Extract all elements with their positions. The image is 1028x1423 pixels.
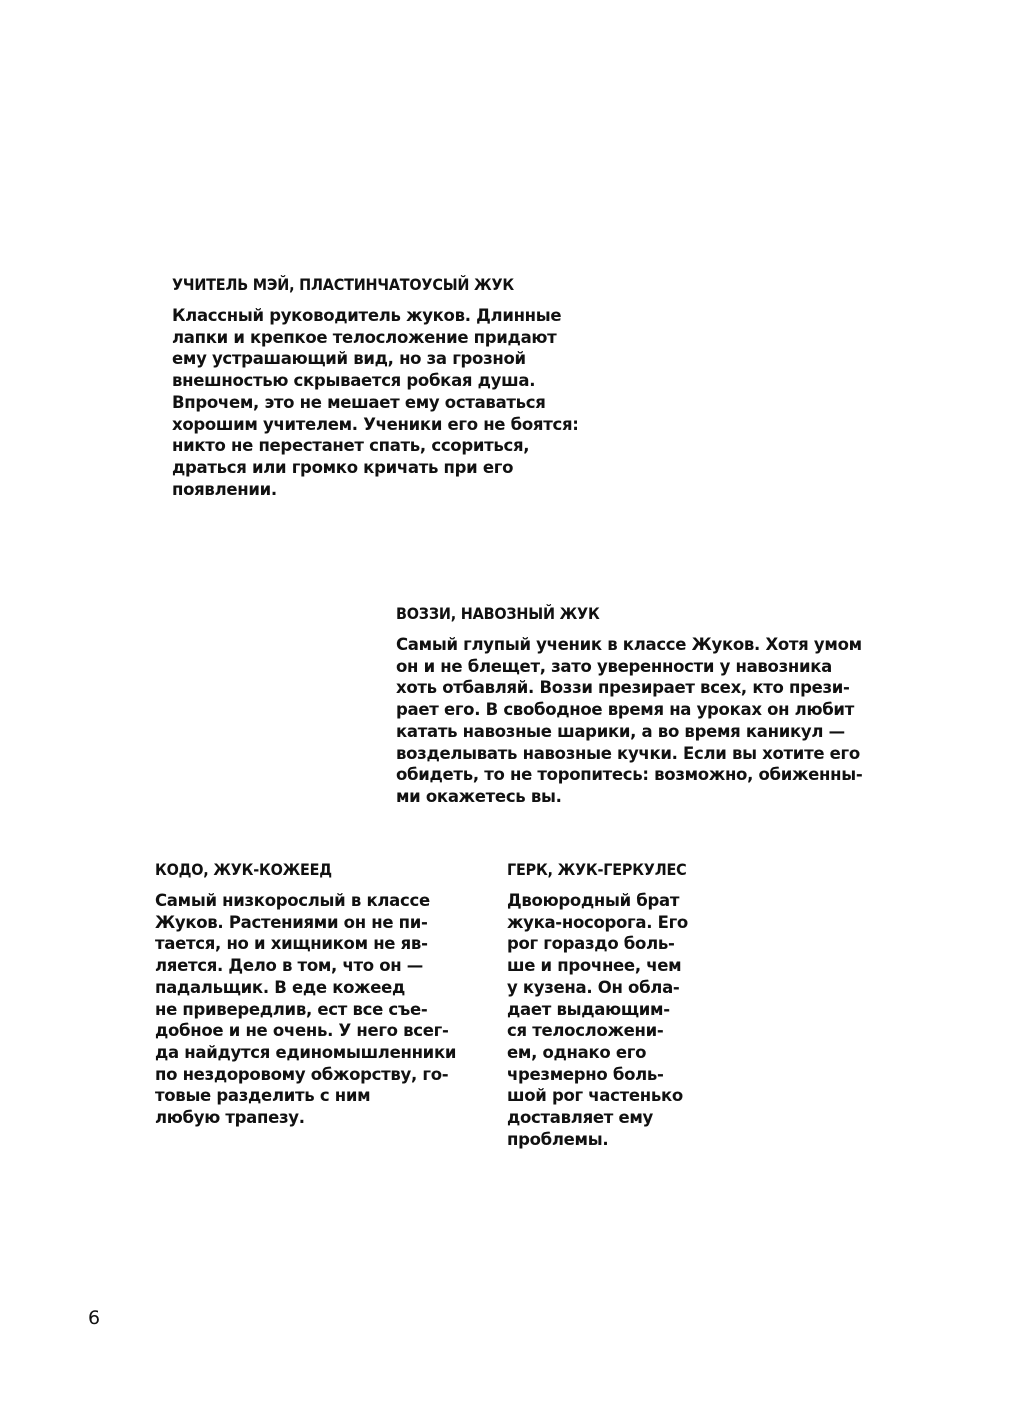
text-line: добное и не очень. У него всег-: [155, 1021, 449, 1041]
character-heading: КОДО, ЖУК-КОЖЕЕД: [155, 860, 332, 879]
text-line: ше и прочнее, чем: [507, 956, 682, 976]
character-heading: УЧИТЕЛЬ МЭЙ, ПЛАСТИНЧАТОУСЫЙ ЖУК: [172, 275, 514, 294]
text-line: Жуков. Растениями он не пи-: [155, 912, 428, 932]
text-line: ем, однако его: [507, 1042, 647, 1062]
text-line: проблемы.: [507, 1129, 609, 1149]
text-line: тается, но и хищником не яв-: [155, 934, 428, 954]
text-line: рог гораздо боль-: [507, 934, 675, 954]
text-line: появлении.: [172, 479, 277, 499]
text-line: не привередлив, ест все съе-: [155, 999, 428, 1019]
text-line: дает выдающим-: [507, 999, 670, 1019]
text-line: ляется. Дело в том, что он —: [155, 956, 424, 976]
text-line: никто не перестанет спать, ссориться,: [172, 436, 530, 456]
character-block-kodo: [155, 860, 456, 1129]
text-line: чрезмерно боль-: [507, 1064, 664, 1084]
text-line: хоть отбавляй. Воззи презирает всех, кто прези-: [396, 678, 850, 698]
character-block-vozzi: [396, 604, 862, 808]
text-line: возделывать навозные кучки. Если вы хотите его: [396, 743, 860, 763]
character-heading: ГЕРК, ЖУК-ГЕРКУЛЕС: [507, 860, 687, 879]
character-block-gerk: [507, 860, 688, 1150]
text-line: по нездоровому обжорству, го-: [155, 1064, 449, 1084]
character-description: [172, 305, 579, 500]
character-block-mei: [172, 275, 579, 500]
page-number: 6: [88, 1307, 101, 1329]
text-line: драться или громко кричать при его: [172, 457, 514, 477]
text-line: лапки и крепкое телосложение придают: [172, 327, 557, 347]
text-line: ся телосложени-: [507, 1021, 664, 1041]
text-line: ми окажетесь вы.: [396, 786, 562, 806]
text-line: Самый глупый ученик в классе Жуков. Хотя умом: [396, 635, 862, 654]
text-line: любую трапезу.: [155, 1108, 305, 1128]
text-line: внешностью скрывается робкая душа.: [172, 371, 536, 391]
text-line: Впрочем, это не мешает ему оставаться: [172, 392, 546, 412]
character-description: [507, 890, 688, 1150]
text-line: ему устрашающий вид, но за грозной: [172, 349, 526, 369]
text-line: он и не блещет, зато уверенности у навозника: [396, 656, 832, 676]
text-line: обидеть, то не торопитесь: возможно, обиженны-: [396, 765, 863, 785]
text-line: Классный руководитель жуков. Длинные: [172, 306, 562, 325]
text-line: у кузена. Он обла-: [507, 977, 680, 997]
text-line: да найдутся единомышленники: [155, 1042, 457, 1062]
text-line: катать навозные шарики, а во время каникул —: [396, 721, 845, 741]
text-line: рает его. В свободное время на уроках он любит: [396, 700, 854, 720]
text-line: доставляет ему: [507, 1108, 653, 1128]
character-heading: ВОЗЗИ, НАВОЗНЫЙ ЖУК: [396, 604, 600, 623]
text-line: Самый низкорослый в классе: [155, 891, 430, 910]
text-line: жука-носорога. Его: [507, 912, 688, 932]
character-description: [155, 890, 456, 1129]
text-line: шой рог частенько: [507, 1086, 683, 1106]
text-line: падальщик. В еде кожеед: [155, 977, 406, 997]
text-line: хорошим учителем. Ученики его не боятся:: [172, 414, 579, 434]
character-description: [396, 634, 862, 808]
text-line: Двоюродный брат: [507, 891, 680, 910]
text-line: товые разделить с ним: [155, 1086, 371, 1106]
